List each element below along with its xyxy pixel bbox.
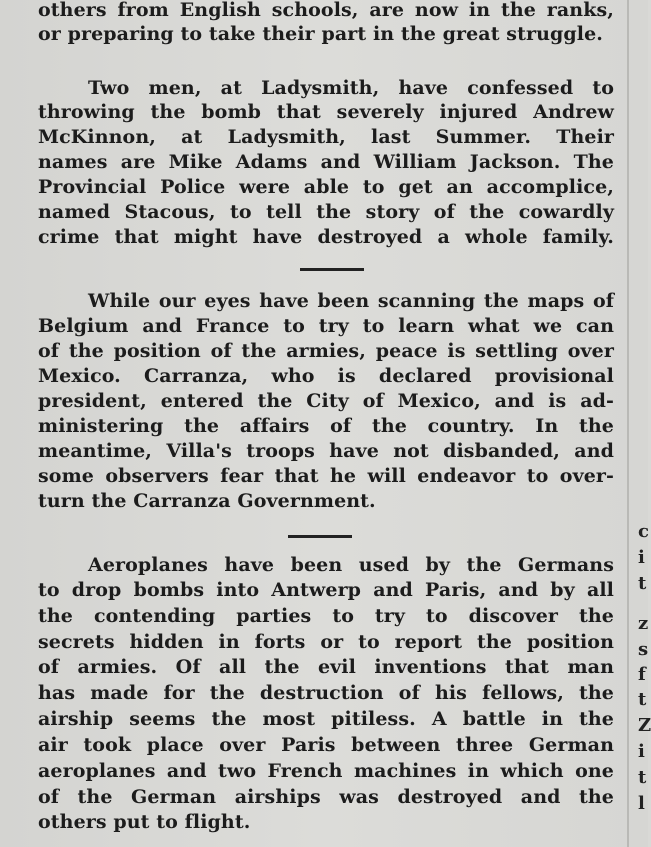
text-line: McKinnon, at Ladysmith, last Summer. Their [38, 126, 614, 148]
text-line: others from English schools, are now in the ranks, [38, 0, 614, 21]
adjacent-column-fragment: t [638, 573, 647, 594]
text-line: the contending parties to try to discover the [38, 605, 614, 627]
text-line: secrets hidden in forts or to report the position [38, 631, 614, 653]
text-line: some observers fear that he will endeavor to over- [38, 465, 614, 487]
text-line: of the German airships was destroyed and the [38, 786, 614, 808]
text-line: has made for the destruction of his fellows, the [38, 682, 614, 704]
paragraph-first-line: Aeroplanes have been used by the Germans [88, 554, 614, 576]
text-line: Belgium and France to try to learn what we can [38, 315, 614, 337]
paragraph-first-line: Two men, at Ladysmith, have confessed to [88, 77, 614, 99]
adjacent-column-fragment: s [638, 639, 649, 660]
adjacent-column-fragment: z [638, 613, 649, 634]
text-line: Provincial Police were able to get an accomplice, [38, 176, 614, 198]
section-divider [288, 535, 352, 538]
adjacent-column-fragment: Z [638, 715, 651, 736]
text-line: others put to flight. [38, 811, 251, 833]
adjacent-column-fragment: i [638, 547, 645, 568]
text-line: crime that might have destroyed a whole family. [38, 226, 614, 248]
adjacent-column-fragment: t [638, 767, 647, 788]
text-line: ministering the affairs of the country. In the [38, 415, 614, 437]
text-line: to drop bombs into Antwerp and Paris, and by all [38, 579, 614, 601]
text-line: of the position of the armies, peace is settling over [38, 340, 614, 362]
adjacent-column-fragment: l [638, 793, 645, 814]
text-line: president, entered the City of Mexico, and is ad- [38, 390, 614, 412]
text-line: turn the Carranza Government. [38, 490, 376, 512]
text-line: aeroplanes and two French machines in which one [38, 760, 614, 782]
text-line: throwing the bomb that severely injured Andrew [38, 101, 614, 123]
text-line: air took place over Paris between three German [38, 734, 614, 756]
column-rule [627, 0, 629, 847]
adjacent-column-fragment: c [638, 521, 649, 542]
text-line: or preparing to take their part in the great struggle. [38, 23, 603, 45]
text-line: names are Mike Adams and William Jackson. The [38, 151, 614, 173]
text-line: airship seems the most pitiless. A battle in the [38, 708, 614, 730]
section-divider [300, 268, 364, 271]
adjacent-column-fragment: t [638, 689, 647, 710]
text-line: named Stacous, to tell the story of the cowardly [38, 201, 614, 223]
adjacent-column-fragment: i [638, 741, 645, 762]
adjacent-column-fragment: f [638, 664, 646, 685]
paragraph-first-line: While our eyes have been scanning the maps of [88, 290, 614, 312]
text-line: Mexico. Carranza, who is declared provisional [38, 365, 614, 387]
text-line: meantime, Villa's troops have not disbanded, and [38, 440, 614, 462]
text-line: of armies. Of all the evil inventions that man [38, 656, 614, 678]
